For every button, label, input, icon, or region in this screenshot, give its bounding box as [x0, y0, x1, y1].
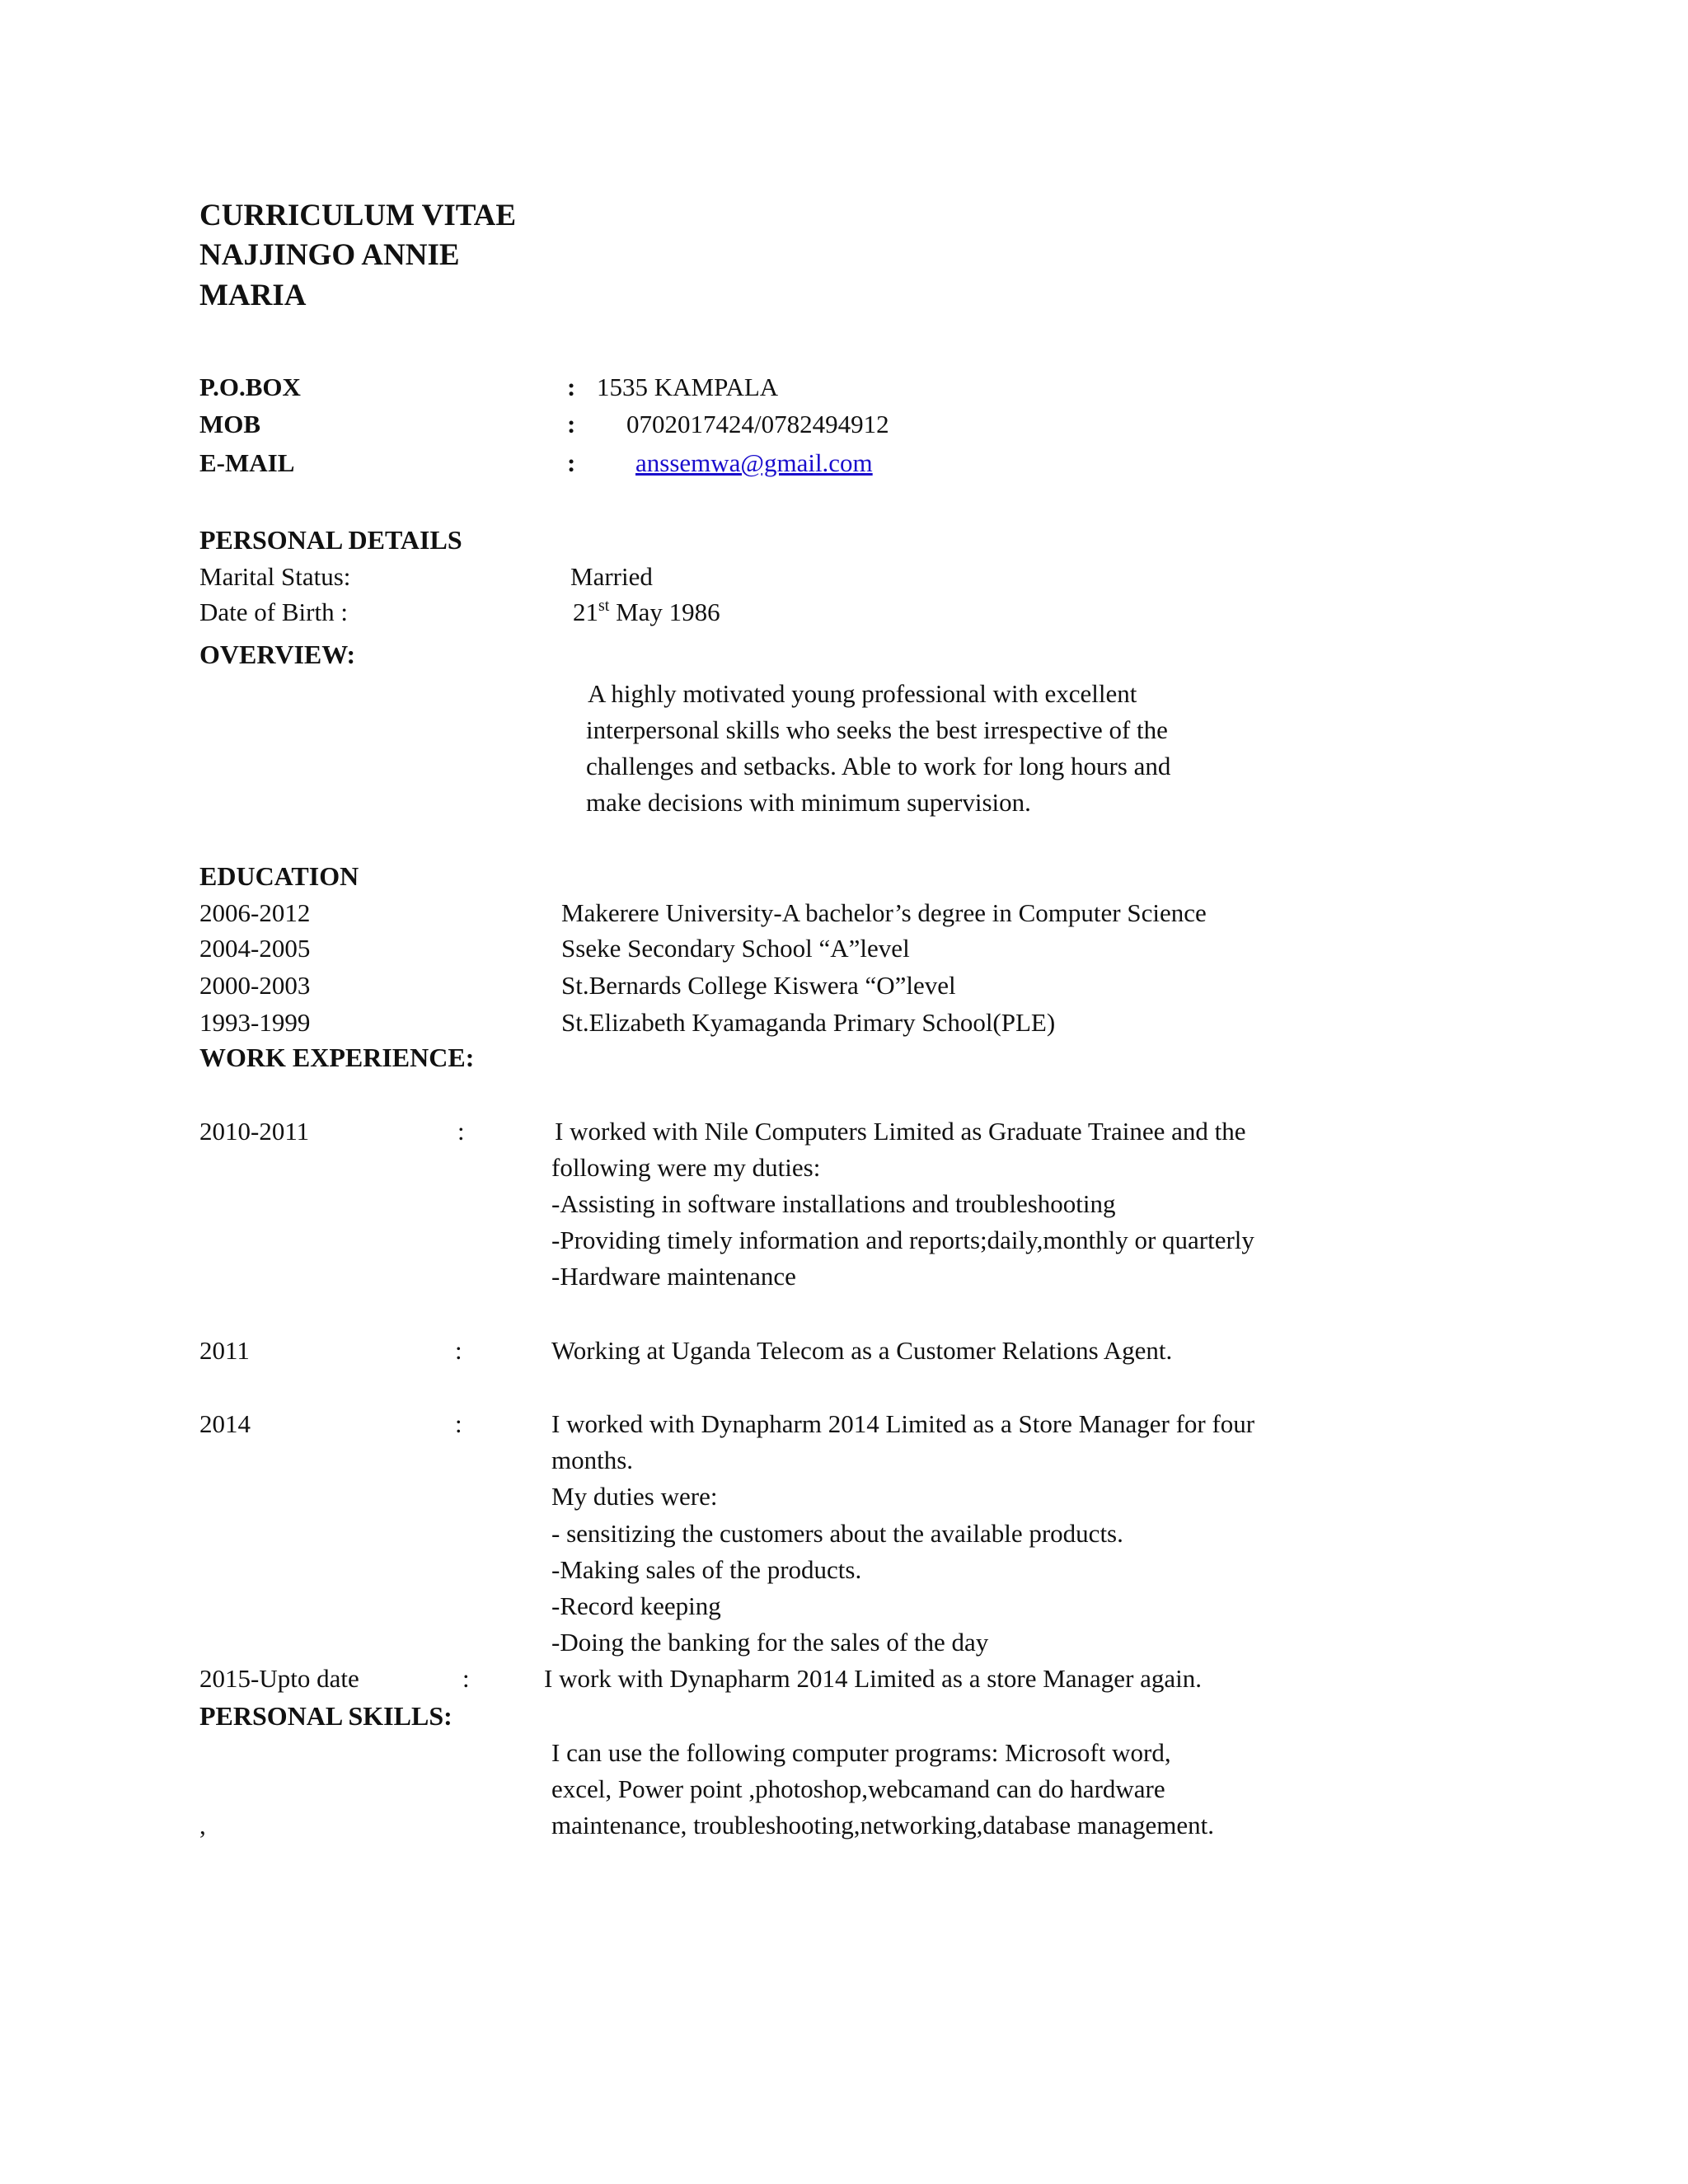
document-title: CURRICULUM VITAE	[199, 199, 517, 232]
email-colon: :	[567, 448, 576, 477]
job-colon: :	[462, 1664, 470, 1693]
work-experience-heading: WORK EXPERIENCE:	[199, 1043, 475, 1072]
job-colon: :	[455, 1409, 462, 1438]
job-period: 2015-Upto date	[199, 1664, 359, 1693]
pobox-colon: :	[567, 373, 576, 401]
personal-skills-heading: PERSONAL SKILLS:	[199, 1701, 452, 1731]
email-label: E-MAIL	[199, 448, 295, 477]
education-years: 2006-2012	[199, 898, 311, 927]
job-line: - sensitizing the customers about the available products.	[551, 1519, 1123, 1548]
email-link[interactable]: anssemwa@gmail.com	[635, 448, 873, 477]
job-line: I worked with Dynapharm 2014 Limited as a Store Manager for four	[551, 1409, 1255, 1438]
education-detail: St.Bernards College Kiswera “O”level	[561, 971, 956, 1000]
education-detail: Makerere University-A bachelor’s degree in Computer Science	[561, 898, 1207, 927]
job-line: months.	[551, 1446, 634, 1474]
job-line: -Making sales of the products.	[551, 1555, 862, 1584]
pobox-value: 1535 KAMPALA	[597, 373, 779, 401]
job-period: 2011	[199, 1336, 250, 1365]
job-line: I worked with Nile Computers Limited as Graduate Trainee and the	[555, 1117, 1246, 1146]
job-line: I work with Dynapharm 2014 Limited as a store Manager again.	[544, 1664, 1203, 1693]
job-line: Working at Uganda Telecom as a Customer Relations Agent.	[551, 1336, 1173, 1365]
job-period: 2010-2011	[199, 1117, 310, 1146]
job-line: -Assisting in software installations and troubleshooting	[551, 1189, 1116, 1218]
education-years: 1993-1999	[199, 1008, 311, 1037]
overview-line: A highly motivated young professional with excellent	[588, 679, 1137, 708]
skills-line: excel, Power point ,photoshop,webcamand can do hardware	[551, 1774, 1165, 1803]
education-years: 2004-2005	[199, 934, 311, 963]
overview-line: challenges and setbacks. Able to work for long hours and	[586, 752, 1171, 780]
dob-label: Date of Birth :	[199, 598, 348, 626]
education-detail: Sseke Secondary School “A”level	[561, 934, 910, 963]
marital-status-label: Marital Status:	[199, 562, 351, 591]
education-years: 2000-2003	[199, 971, 311, 1000]
job-line: -Hardware maintenance	[551, 1262, 796, 1291]
overview-line: make decisions with minimum supervision.	[586, 788, 1031, 817]
pobox-label: P.O.BOX	[199, 373, 301, 401]
overview-line: interpersonal skills who seeks the best irrespective of the	[586, 715, 1168, 744]
mob-value: 0702017424/0782494912	[626, 410, 889, 438]
job-line: -Doing the banking for the sales of the day	[551, 1628, 989, 1657]
marital-status-value: Married	[570, 562, 653, 591]
job-colon: :	[457, 1117, 465, 1146]
mob-colon: :	[567, 410, 576, 438]
education-detail: St.Elizabeth Kyamaganda Primary School(PLE)	[561, 1008, 1056, 1037]
job-colon: :	[455, 1336, 462, 1365]
mob-label: MOB	[199, 410, 261, 438]
stray-comma: ,	[199, 1811, 206, 1840]
overview-heading: OVERVIEW:	[199, 640, 356, 669]
job-line: -Record keeping	[551, 1591, 721, 1620]
job-line: following were my duties:	[551, 1153, 821, 1182]
skills-line: I can use the following computer programs: Microsoft word,	[551, 1738, 1171, 1767]
name-line-1: NAJJINGO ANNIE	[199, 238, 460, 272]
skills-line: maintenance, troubleshooting,networking,database management.	[551, 1811, 1215, 1840]
name-line-2: MARIA	[199, 279, 307, 312]
job-line: -Providing timely information and reports;daily,monthly or quarterly	[551, 1226, 1254, 1254]
personal-details-heading: PERSONAL DETAILS	[199, 525, 462, 555]
education-heading: EDUCATION	[199, 861, 359, 891]
dob-value: 21st May 1986	[573, 597, 720, 626]
job-line: My duties were:	[551, 1482, 718, 1511]
job-period: 2014	[199, 1409, 251, 1438]
